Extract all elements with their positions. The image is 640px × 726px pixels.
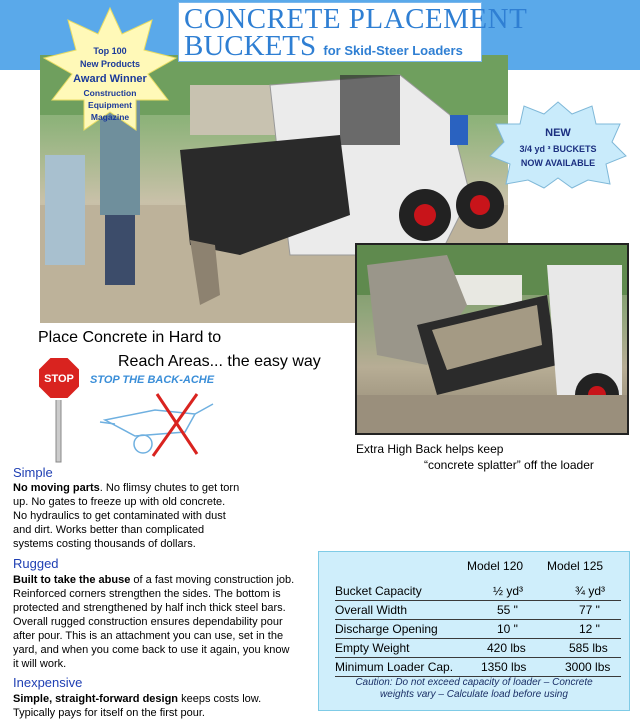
- section-body-inexpensive: [13, 692, 313, 720]
- spec-value-125: 12 ": [579, 622, 600, 636]
- rugged-line-6: yard, and when you come back to use it again, you know: [13, 644, 290, 656]
- bucket-caption-line2: “concrete splatter” off the loader: [424, 458, 594, 472]
- column-header-model-125: Model 125: [547, 559, 604, 573]
- crossed-wheelbarrow-icon: [95, 392, 220, 458]
- new-badge-line-1: NEW: [545, 127, 571, 139]
- spec-row: [335, 620, 621, 639]
- photo-extra-high-back-bucket: [355, 243, 629, 435]
- spec-label: Minimum Loader Cap.: [335, 660, 454, 674]
- section-body-simple: [13, 481, 313, 551]
- caution-line-2: weights vary – Calculate load before using: [380, 689, 568, 700]
- section-body-rugged: [13, 573, 323, 671]
- spec-value-120: 420 lbs: [487, 641, 526, 655]
- stop-sign-text: STOP: [44, 373, 74, 385]
- simple-line-1: . No flimsy chutes to get torn: [99, 482, 240, 494]
- rugged-line-1: of a fast moving construction job.: [130, 574, 295, 586]
- award-line-2: New Products: [79, 59, 141, 69]
- photo-bucket-illustration: [357, 245, 627, 433]
- simple-line-4: and dirt. Works better than complicated: [13, 524, 205, 536]
- caution-line-1: Caution: Do not exceed capacity of loader – Concrete: [355, 677, 593, 688]
- bucket-caption-line1: Extra High Back helps keep: [356, 442, 504, 456]
- spec-label: Discharge Opening: [335, 622, 438, 636]
- spec-label: Overall Width: [335, 603, 408, 617]
- simple-line-5: systems costing thousands of dollars.: [13, 538, 196, 550]
- spec-value-120: 55 ": [497, 603, 518, 617]
- rugged-line-7: it will work.: [13, 658, 67, 670]
- inexpensive-line-1: keeps costs low.: [178, 693, 262, 705]
- award-line-6: Magazine: [90, 112, 130, 122]
- rugged-line-5: after pour. This is an attachment you can use, set in the: [13, 630, 284, 642]
- spec-label: Bucket Capacity: [335, 584, 422, 598]
- award-line-1: Top 100: [93, 46, 127, 56]
- column-header-model-120: Model 120: [467, 559, 524, 573]
- simple-lead: No moving parts: [13, 482, 100, 494]
- rugged-line-4: Overall rugged construction ensures dependability pour: [13, 616, 283, 628]
- photo-caption-line1: Place Concrete in Hard to: [38, 329, 222, 346]
- simple-line-2: up. No gates to freeze up with old concrete.: [13, 496, 226, 508]
- section-heading-simple: Simple: [13, 465, 53, 480]
- spec-value-125: 77 ": [579, 603, 600, 617]
- new-badge-line-3: NOW AVAILABLE: [520, 158, 596, 168]
- inexpensive-line-2: Typically pays for itself on the first pour.: [13, 707, 205, 719]
- spec-value-120: 1350 lbs: [481, 660, 527, 674]
- section-heading-rugged: Rugged: [13, 556, 59, 571]
- rugged-lead: Built to take the abuse: [13, 574, 131, 586]
- page-subtitle: for Skid-Steer Loaders: [323, 43, 463, 58]
- spec-row: [335, 658, 621, 677]
- inexpensive-lead: Simple, straight-forward design: [13, 693, 179, 705]
- spec-label: Empty Weight: [335, 641, 410, 655]
- stop-sign-icon: [37, 356, 81, 464]
- rugged-line-3: protected and strengthened by half inch thick steel bars.: [13, 602, 286, 614]
- new-product-burst: [488, 100, 628, 190]
- caution-note: [329, 677, 619, 701]
- new-badge-line-2: 3/4 yd ³ BUCKETS: [519, 144, 597, 154]
- award-line-4: Construction: [83, 88, 137, 98]
- award-line-5: Equipment: [88, 100, 132, 110]
- spec-row: [335, 582, 621, 601]
- spec-row: [335, 639, 621, 658]
- page-title-line2: [184, 30, 463, 63]
- rugged-line-2: Reinforced corners strengthen the sides. The bottom is: [13, 588, 281, 600]
- page-title-word: BUCKETS: [184, 30, 317, 62]
- award-star-badge: [40, 6, 180, 136]
- section-heading-inexpensive: Inexpensive: [13, 675, 83, 690]
- spec-value-125: 585 lbs: [569, 641, 608, 655]
- spec-value-125: 3000 lbs: [565, 660, 611, 674]
- spec-value-125: ¾ yd³: [575, 584, 606, 598]
- spec-row: [335, 601, 621, 620]
- spec-table: [318, 551, 630, 711]
- photo-caption-line2: Reach Areas... the easy way: [118, 353, 321, 370]
- spec-value-120: ½ yd³: [493, 584, 524, 598]
- stop-tagline: STOP THE BACK-ACHE: [90, 374, 215, 386]
- simple-line-3: No hydraulics to get contaminated with dust: [13, 510, 226, 522]
- spec-value-120: 10 ": [497, 622, 518, 636]
- award-line-3: Award Winner: [73, 73, 147, 85]
- page-title: CONCRETE PLACEMENT: [184, 3, 528, 35]
